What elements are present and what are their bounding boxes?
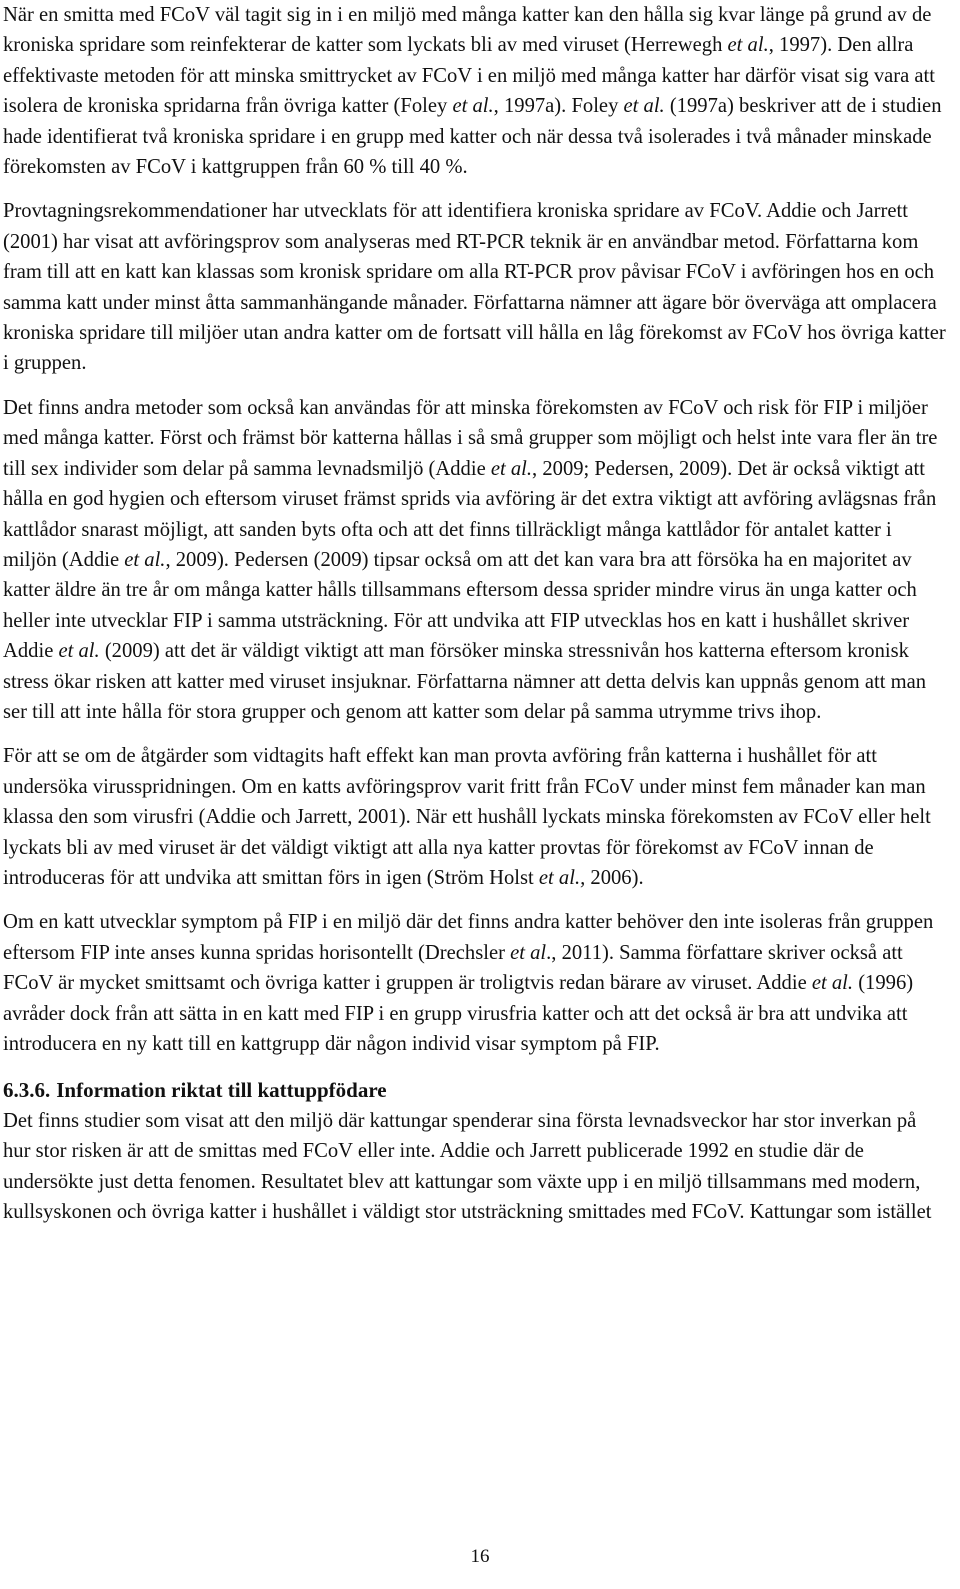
text-run: (1997a) beskriver att de i studien hade identifierat två kroniska spridare i en grupp med katter och när dessa två isolerades i två månader minskade förekomsten av FCoV i kattgruppen från 60 % till 40 %. <box>3 95 942 179</box>
text-run: , 1997). Den allra effektivaste metoden för att minska smittrycket av FCoV i en miljö med många katter har därför visat sig vara att isolera de kroniska spridarna från övriga katter (Foley <box>3 34 935 118</box>
text-run: Om en katt utvecklar symptom på FIP i en miljö där det finns andra katter behöver den inte isoleras från gruppen eftersom FIP inte anses kunna spridas horisontellt (Drechsler <box>3 911 934 964</box>
italic-text: et al. <box>452 95 494 118</box>
italic-text: et al., <box>538 866 586 889</box>
text-run: När en smitta med FCoV väl tagit sig in i en miljö med många katter kan den hålla sig kvar länge på grund av de kroniska spridare som reinfekterar de katter som lyckats bli av med viruset (Herrewegh <box>3 4 932 57</box>
section-paragraph: Det finns studier som visat att den miljö där kattungar spenderar sina första levnadsveckor har stor inverkan på hur stor risken är att de smittas med FCoV eller inte. Addie och Jarrett publicerade 1992 en studie där de undersökte just detta fenomen. Resultatet blev att kattungar som växte upp i en miljö tillsammans med modern, kullsyskonen och övriga katter i hushållet i väldigt stor utsträckning smittades med FCoV. Kattungar som istället <box>3 1109 932 1224</box>
paragraph <box>3 196 947 378</box>
text-run: , 2009). Pedersen (2009) tipsar också om att det kan vara bra att försöka ha en majoritet av katter äldre än tre år om många katter hålls tillsammans eftersom dessa sprider mindre virus än unga katter och heller inte utvecklar FIP i samma utsträckning. För att undvika att FIP utvecklas hos en katt i hushållet skriver Addie <box>3 548 917 663</box>
italic-text: et al. <box>490 457 533 480</box>
italic-text: et al. <box>623 95 665 118</box>
text-run: Provtagningsrekommendationer har utvecklats för att identifiera kroniska spridare av FCoV. Addie och Jarrett (2001) har visat att avföringsprov som analyseras med RT-PCR teknik är en användbar metod. Författarna kom fram till att en katt kan klassas som kronisk spridare om alla RT-PCR prov påvisar FCoV i avföringen hos en och samma katt under minst åtta sammanhängande månader. Författarna nämner att ägare bör överväga att omplacera kroniska spridare till miljöer utan andra katter om de fortsatt vill hålla en låg förekomst av FCoV hos övriga katter i gruppen. <box>3 200 946 375</box>
text-run: (2009) att det är väldigt viktigt att man försöker minska stressnivån hos katterna eftersom kronisk stress ökar risken att katter med viruset insjuknar. Författarna nämner att detta delvis kan uppnås genom att man ser till att inte hålla för stora grupper och genom att katter som delar på samma utrymme trivs ihop. <box>3 640 927 723</box>
italic-text: et al <box>510 941 547 964</box>
text-run: ., 2011). Samma författare skriver också att FCoV är mycket smittsamt och övriga katter i gruppen är troligtvis redan bärare av viruset. Addie <box>3 941 903 995</box>
document-page <box>3 0 947 1241</box>
paragraph <box>3 907 947 1059</box>
italic-text: et al. <box>124 548 166 571</box>
text-run: För att se om de åtgärder som vidtagits haft effekt kan man provta avföring från katterna i hushållet för att undersöka virusspridningen. Om en katts avföringsprov varit fritt från FCoV under minst fem månader kan man klassa den som virusfri (Addie och Jarrett, 2001). När ett hushåll lyckats minska förekomsten av FCoV eller helt lyckats bli av med viruset är det väldigt viktigt att alla nya katter provtas för förekomst av FCoV innan de introduceras för att undvika att smittan förs in igen (Ström Holst <box>3 745 931 889</box>
section-heading <box>3 1075 947 1105</box>
italic-text: et al. <box>811 972 854 995</box>
text-run: 2006). <box>585 866 644 889</box>
italic-text: et al. <box>727 34 769 57</box>
text-run: Det finns andra metoder som också kan användas för att minska förekomsten av FCoV och risk för FIP i miljöer med många katter. Först och främst bör katterna hållas i så små grupper som möjligt och helst inte vara fler än tre till sex individer som delar på samma levnadsmiljö (Addie <box>3 396 938 480</box>
paragraph <box>3 0 947 182</box>
paragraph <box>3 741 947 893</box>
page-number: 16 <box>470 1546 490 1567</box>
text-run: , 2009; Pedersen, 2009). Det är också viktigt att hålla en god hygien och eftersom viruset främst sprids via avföring är det extra viktigt att avföring avlägsnas från kattlådor snarast möjligt, att sanden byts ofta och att det finns tillräckligt många kattlådor för antalet katter i miljön (Addie <box>3 457 937 571</box>
paragraph <box>3 393 947 727</box>
section-number: 6.3.6. <box>3 1078 51 1103</box>
text-run: , 1997a). Foley <box>493 95 624 118</box>
text-run: (1996) avråder dock från att sätta in en katt med FIP i en grupp virusfria katter och att det också är bra att undvika att introducera en ny katt till en kattgrupp där någon individ visar symptom på FIP. <box>3 972 914 1055</box>
section-title: Information riktat till kattuppfödare <box>56 1078 387 1103</box>
italic-text: et al. <box>58 640 100 663</box>
body-text <box>3 0 947 1059</box>
